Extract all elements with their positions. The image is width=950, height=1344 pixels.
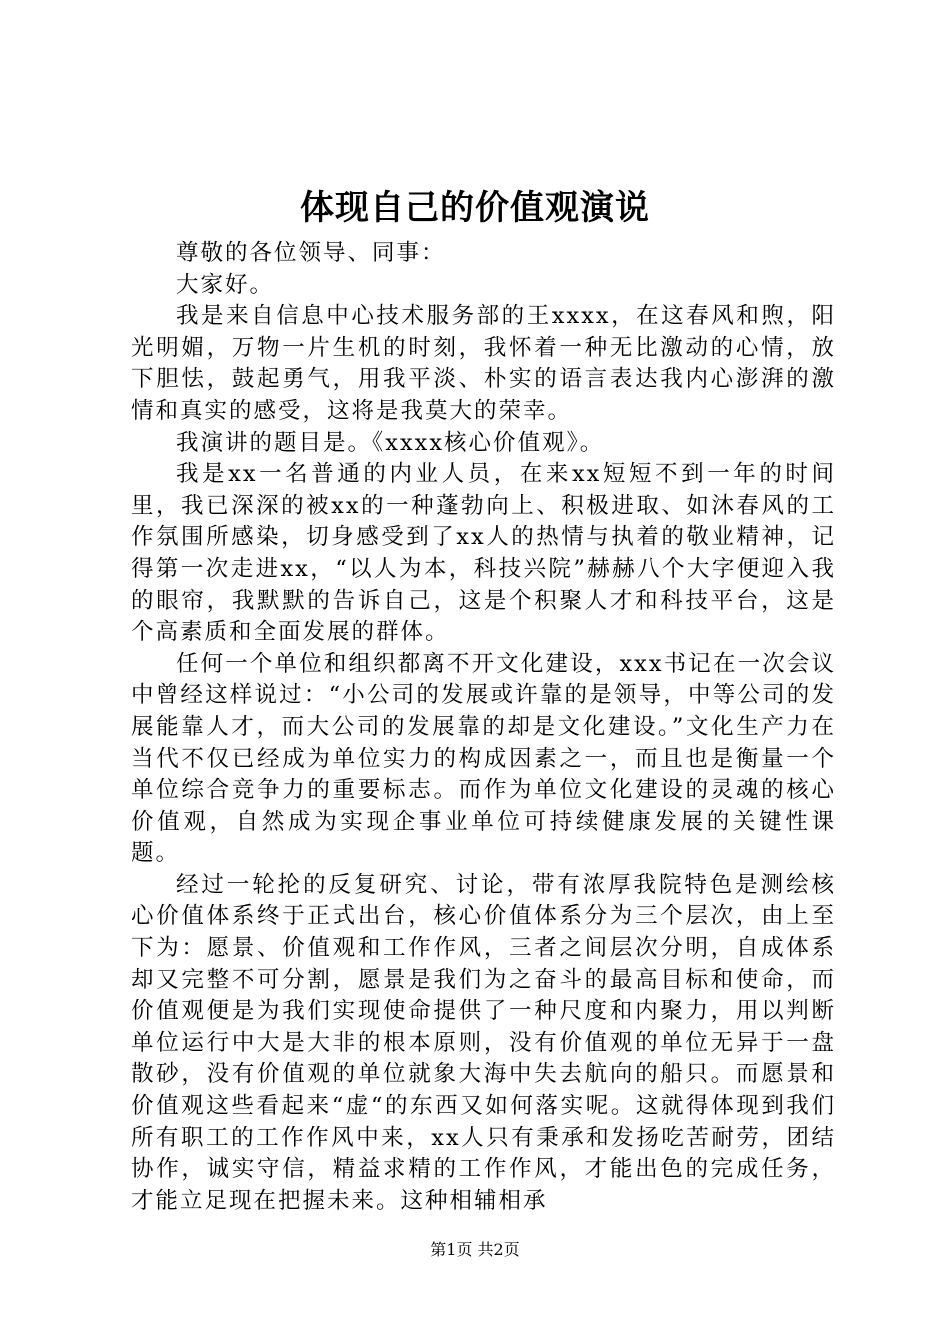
paragraph-value-system: 经过一轮抡的反复研究、讨论，带有浓厚我院特色是测绘核心价值体系终于正式出台，核心价值体系分为三个层次，由上至下为：愿景、价值观和工作作风，三者之间层次分明，自成体系却又完整不可分割，愿景是我们为之奋斗的最高目标和使命，而价值观便是为我们实现使命提供了一种尺度和内聚力，用以判断单位运行中大是大非的根本原则，没有价值观的单位无异于一盘散砂，没有价值观的单位就象大海中失去航向的船只。而愿景和价值观这些看起来“虚“的东西又如何落实呢。这就得体现到我们所有职工的工作作风中来，xx人只有秉承和发扬吃苦耐劳，团结协作，诚实守信，精益求精的工作作风，才能出色的完成任务，才能立足现在把握未来。这种相辅相承 [131,871,836,1214]
paragraph-introduction: 我是来自信息中心技术服务部的王xxxx，在这春风和煦，阳光明媚，万物一片生机的时刻，我怀着一种无比激动的心情，放下胆怯，鼓起勇气，用我平淡、朴实的语言表达我内心澎湃的激情和真实的感受，这将是我莫大的荣幸。 [131,303,836,424]
paragraph-first-impression: 我是xx一名普通的内业人员，在来xx短短不到一年的时间里，我已深深的被xx的一种蓬勃向上、积极进取、如沐春风的工作氛围所感染，切身感受到了xx人的热情与执着的敬业精神，记得第一次走进xx，“以人为本，科技兴院”赫赫八个大字便迎入我的眼帘，我默默的告诉自己，这是个积聚人才和科技平台，这是个高素质和全面发展的群体。 [131,461,836,646]
paragraph-salutation: 尊敬的各位领导、同事： [176,240,446,266]
document-title: 体现自己的价值观演说 [300,188,650,228]
paragraph-culture: 任何一个单位和组织都离不开文化建设，xxx书记在一次会议中曾经这样说过：“小公司的发展或许靠的是领导，中等公司的发展能靠人才，而大公司的发展靠的却是文化建设。”文化生产力在当代不仅已经成为单位实力的构成因素之一，而且也是衡量一个单位综合竞争力的重要标志。而作为单位文化建设的灵魂的核心价值观，自然成为实现企事业单位可持续健康发展的关键性课题。 [131,650,836,867]
document-body [131,238,836,1217]
paragraph-greeting: 大家好。 [176,271,275,298]
paragraph-topic: 我演讲的题目是。《xxxx核心价值观》。 [176,429,605,456]
page-number-footer: 第1页 共2页 [430,1240,520,1259]
